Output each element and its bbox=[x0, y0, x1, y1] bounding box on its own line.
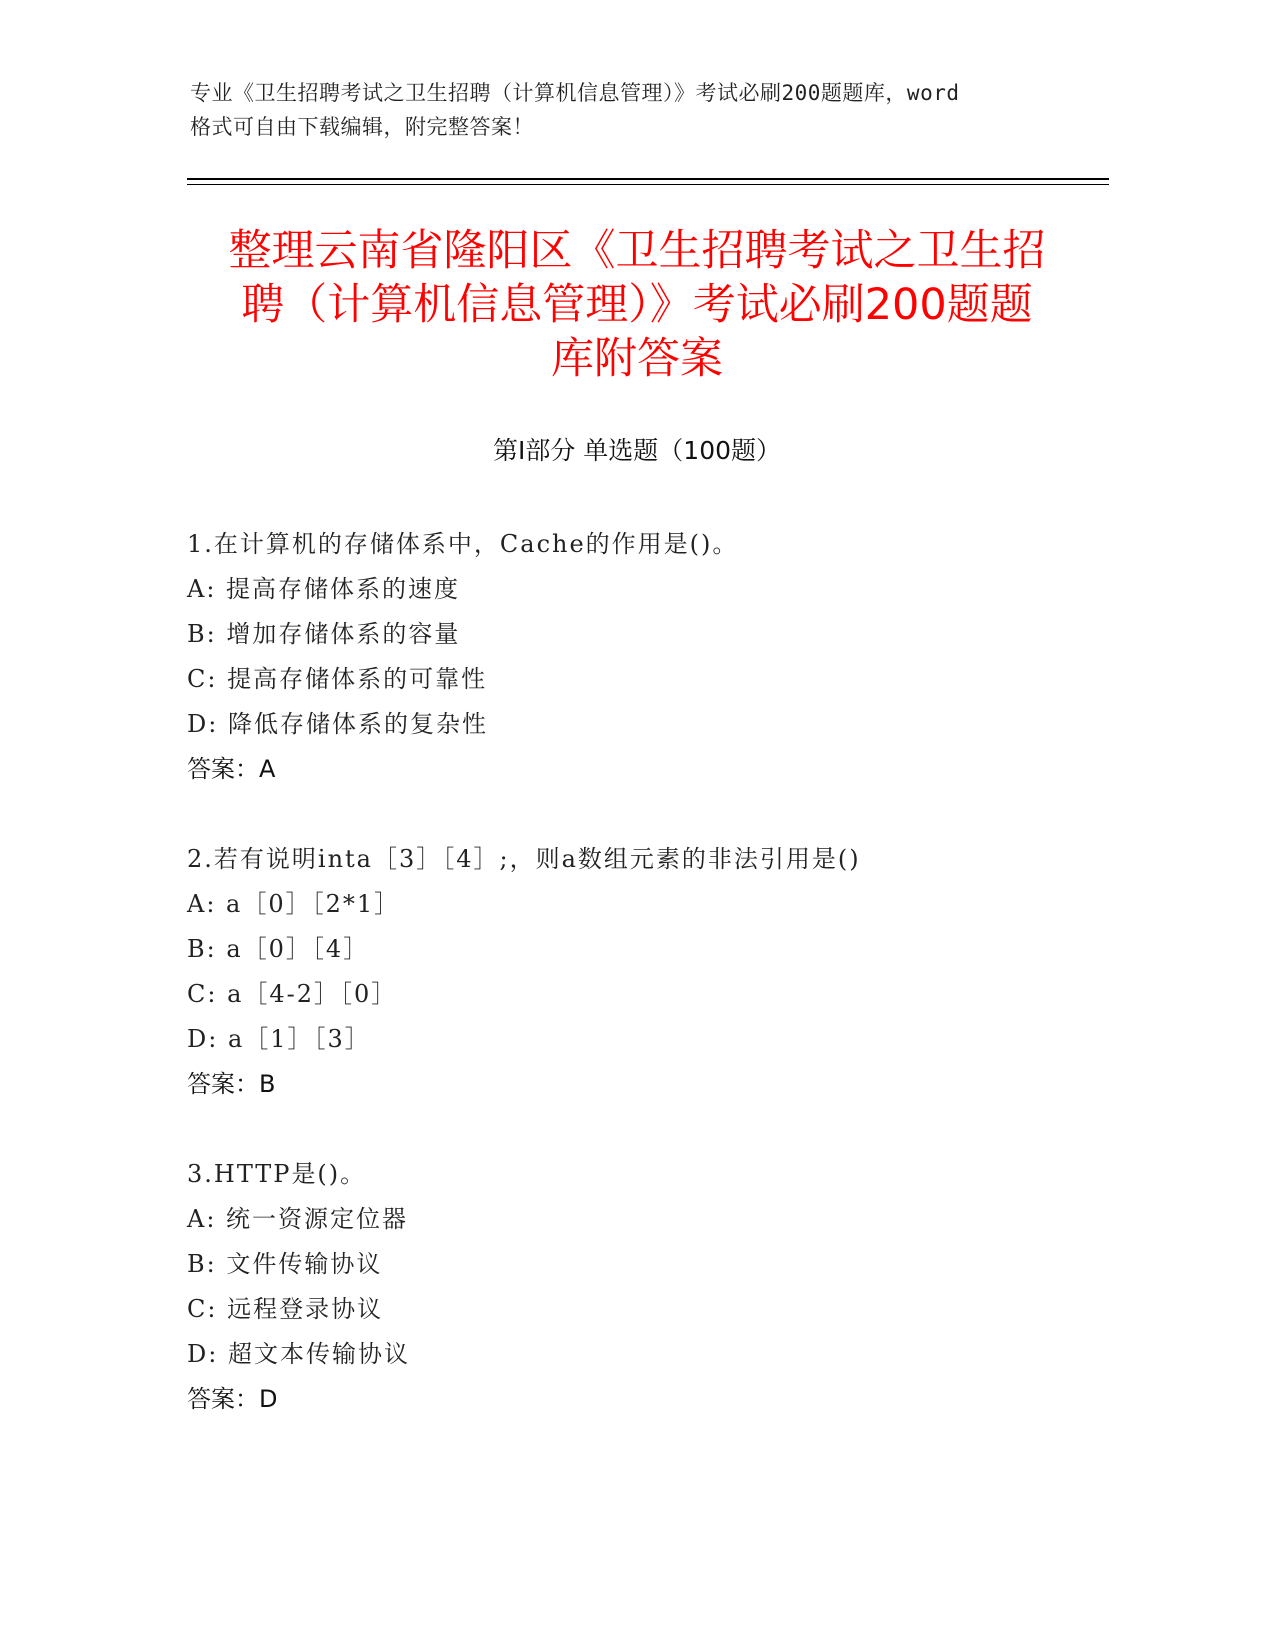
question-stem: 3.HTTP是()。 bbox=[187, 1160, 367, 1188]
header-divider-thick bbox=[187, 178, 1109, 180]
answer-line: 答案：D bbox=[187, 1385, 278, 1413]
option-c: C: a［4-2］［0］ bbox=[187, 980, 398, 1008]
document-header-note bbox=[190, 76, 1110, 144]
option-b: B: 文件传输协议 bbox=[187, 1250, 383, 1278]
option-d: D: 超文本传输协议 bbox=[187, 1340, 410, 1368]
question-stem: 1.在计算机的存储体系中，Cache的作用是()。 bbox=[187, 530, 739, 558]
header-line-1: 专业《卫生招聘考试之卫生招聘（计算机信息管理）》考试必刷200题题库，word bbox=[190, 81, 960, 105]
question-list bbox=[187, 522, 1107, 1467]
question-3 bbox=[187, 1152, 1107, 1422]
option-d: D: 降低存储体系的复杂性 bbox=[187, 710, 488, 738]
option-c: C: 提高存储体系的可靠性 bbox=[187, 665, 488, 693]
question-1 bbox=[187, 522, 1107, 792]
section-heading: 第Ⅰ部分 单选题（100题） bbox=[492, 436, 782, 465]
document-title bbox=[187, 224, 1087, 386]
title-line-1: 整理云南省隆阳区《卫生招聘考试之卫生招 bbox=[228, 226, 1046, 276]
option-c: C: 远程登录协议 bbox=[187, 1295, 384, 1323]
option-a: A: 统一资源定位器 bbox=[187, 1205, 409, 1233]
option-a: A: a［0］［2*1］ bbox=[187, 890, 401, 918]
answer-line: 答案：A bbox=[187, 755, 276, 783]
option-b: B: a［0］［4］ bbox=[187, 935, 370, 963]
header-line-2: 格式可自由下载编辑，附完整答案！ bbox=[190, 115, 534, 139]
title-line-2: 聘（计算机信息管理）》考试必刷200题题 bbox=[241, 280, 1033, 330]
question-2 bbox=[187, 837, 1107, 1107]
option-d: D: a［1］［3］ bbox=[187, 1025, 371, 1053]
option-b: B: 增加存储体系的容量 bbox=[187, 620, 461, 648]
title-line-3: 库附答案 bbox=[551, 334, 723, 384]
question-stem: 2.若有说明inta［3］［4］;，则a数组元素的非法引用是() bbox=[187, 845, 861, 873]
answer-line: 答案：B bbox=[187, 1070, 276, 1098]
option-a: A: 提高存储体系的速度 bbox=[187, 575, 461, 603]
header-divider-thin bbox=[187, 184, 1109, 185]
